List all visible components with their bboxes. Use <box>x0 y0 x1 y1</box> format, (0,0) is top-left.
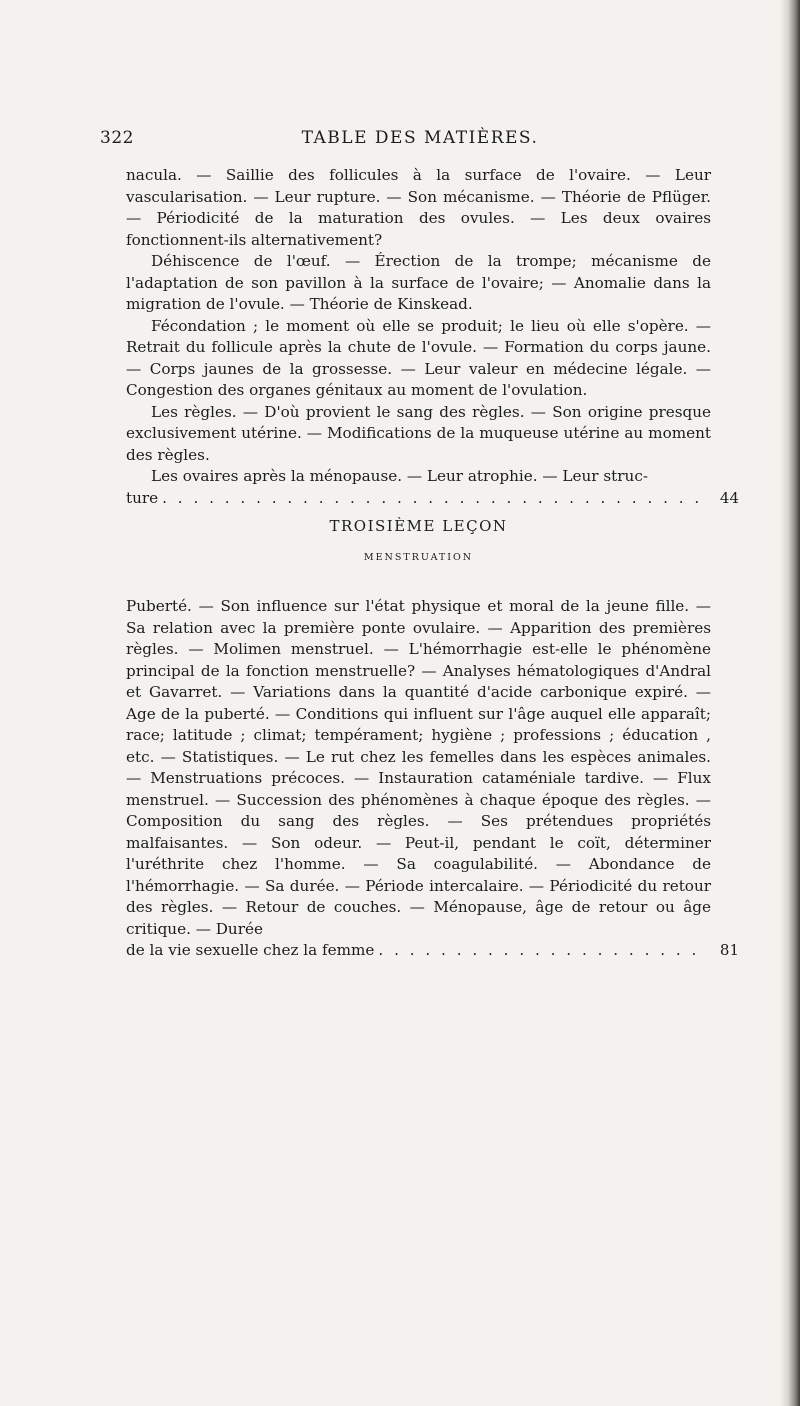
entry-text: de la vie sexuelle chez la femme <box>126 941 375 959</box>
page-reference: 44 <box>719 488 739 507</box>
contents-paragraph: Les règles. — D'où provient le sang des règles. — Son origine presque exclusivement utérine. — Modifications de la muqueuse utérine au moment des règles. <box>126 402 711 464</box>
contents-paragraph: nacula. — Saillie des follicules à la surface de l'ovaire. — Leur vascularisation. — Leur rupture. — Son mécanisme. — Théorie de Pflüger. — Périodicité de la maturation des ovules. — Les deux ovaires fonctionnent-ils alternativement? <box>126 166 711 249</box>
contents-paragraph: Puberté. — Son influence sur l'état physique et moral de la jeune fille. — Sa relation avec la première ponte ovulaire. — Apparition des premières règles. — Molimen menstruel. — L'hémorrhagie est-elle le phénomène principal de la fonction menstruelle? — Analyses hématologiques d'Andral et Gavarret. — Variations dans la quantité d'acide carbonique expiré. — Age de la puberté. — Conditions qui influent sur l'âge auquel elle apparaît; race; latitude ; climat; tempérament; hygiène ; professions ; éducation , etc. — Statistiques. — Le rut chez les femelles dans les espèces animales. — Menstruations précoces. — Instauration cataméniale tardive. — Flux menstruel. — Succession des phénomènes à chaque époque des règles. — Composition du sang des règles. — Ses prétendues propriétés malfaisantes. — Son odeur. — Peut-il, pendant le coït, déterminer l'uréthrite chez l'homme. — Sa coagulabilité. — Abondance de l'hémorrhagie. — Sa durée. — Période intercalaire. — Périodicité du retour des règles. — Retour de couches. — Ménopause, âge de retour ou âge critique. — Durée <box>126 597 711 938</box>
page-edge-shadow <box>780 0 800 1406</box>
lesson-heading: TROISIÈME LEÇON <box>329 517 508 535</box>
contents-entry-line <box>126 488 739 510</box>
lesson-subtitle: MENSTRUATION <box>363 552 474 563</box>
page-number: 322 <box>100 128 134 148</box>
contents-block-1 <box>126 165 739 509</box>
contents-entry-line <box>126 940 739 962</box>
running-title: TABLE DES MATIÈRES. <box>301 128 539 148</box>
running-header <box>100 128 740 152</box>
entry-text: ture <box>126 488 159 507</box>
contents-paragraph: Fécondation ; le moment où elle se produit; le lieu où elle s'opère. — Retrait du follicule après la chute de l'ovule. — Formation du corps jaune. — Corps jaunes de la grossesse. — Leur valeur en médecine légale. — Congestion des organes génitaux au moment de l'ovulation. <box>126 316 711 399</box>
dot-leaders <box>162 488 707 510</box>
page-reference: 81 <box>719 941 739 959</box>
dot-leaders <box>378 940 707 962</box>
contents-block-2 <box>126 596 739 962</box>
contents-paragraph: Déhiscence de l'œuf. — Érection de la trompe; mécanisme de l'adaptation de son pavillon à la surface de l'ovaire; — Anomalie dans la migration de l'ovule. — Théorie de Kinskead. <box>126 252 711 313</box>
contents-paragraph: Les ovaires après la ménopause. — Leur atrophie. — Leur struc- <box>151 467 648 485</box>
